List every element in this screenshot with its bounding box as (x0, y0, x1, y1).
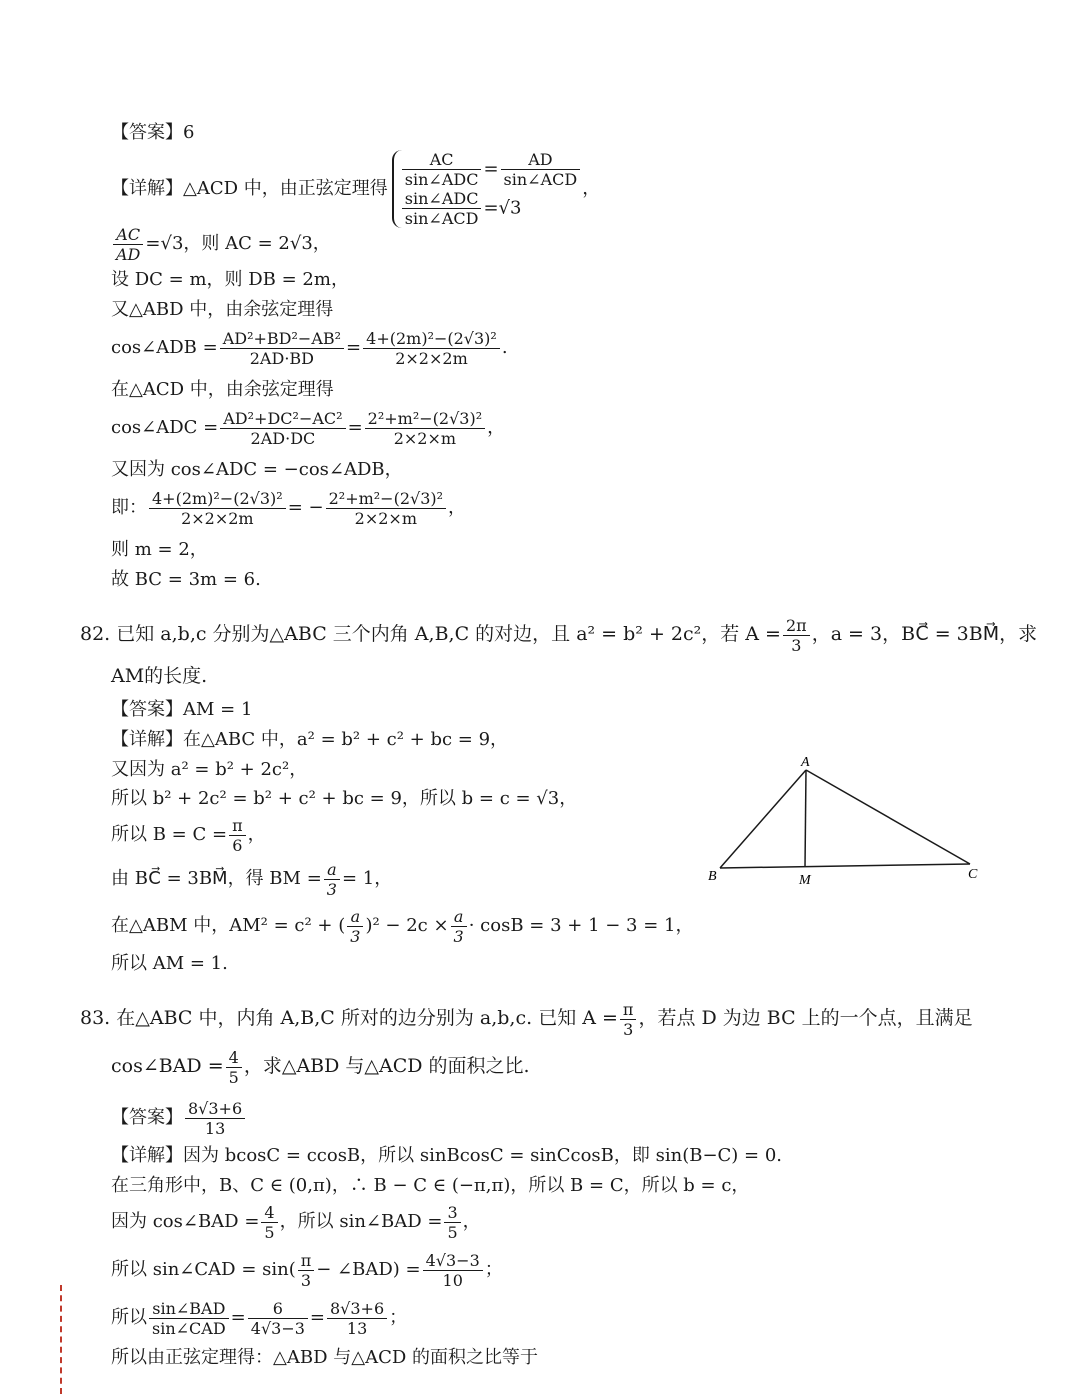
frac-num: AC (113, 225, 143, 245)
frac-den: 2×2×m (393, 428, 457, 448)
q83-detail-1: 【详解】因为 bcosC = ccosB，所以 sinBcosC = sinCcosB，即 sin(B−C) = 0. (111, 1145, 783, 1166)
frac-den: sin∠ADC (404, 170, 479, 189)
text: ，a = 3，BC⃗ = 3BM⃗，求 (811, 623, 1038, 645)
eq-sign: = (483, 158, 499, 180)
text: = 1， (341, 868, 393, 889)
text: 由 BC⃗ = 3BM⃗，得 BM = (111, 868, 322, 889)
frac-den: 2AD·DC (250, 428, 316, 448)
frac-den: 10 (442, 1270, 463, 1290)
text: 83. 在△ABC 中，内角 A,B,C 所对的边分别为 a,b,c. 已知 A = (80, 1007, 618, 1029)
detail-label: 【详解】△ACD 中，由正弦定理得 (111, 178, 388, 199)
frac-num: 8√3+6 (185, 1099, 245, 1119)
eq-sign: = (230, 1307, 246, 1328)
frac-num: a (324, 860, 340, 880)
q82-detail-6 (111, 904, 693, 948)
eq-sign: = (346, 337, 362, 358)
q82-detail-5 (111, 858, 392, 900)
q83-detail-3 (111, 1200, 481, 1244)
side-ac (806, 770, 970, 864)
detail-81-line12: 故 BC = 3m = 6. (111, 569, 261, 590)
frac-den: 2×2×2m (181, 508, 254, 528)
frac-num: sin∠BAD (149, 1299, 229, 1319)
vertex-label-b: B (708, 869, 717, 884)
frac-den: 3 (300, 1270, 312, 1290)
equation-system (392, 150, 582, 228)
frac-den: 5 (447, 1222, 458, 1242)
frac-den: 3 (791, 635, 802, 655)
detail-81-line3 (111, 224, 331, 264)
text: · cosB = 3 + 1 − 3 = 1， (468, 915, 694, 936)
q82-stem-line2: AM的长度. (111, 665, 208, 687)
triangle-figure (700, 750, 1000, 890)
frac-num: 2²+m²−(2√3)² (326, 489, 446, 509)
q83-answer (111, 1096, 247, 1140)
frac-den: 2AD·BD (249, 348, 314, 368)
text: ，求△ABD 与△ACD 的面积之比. (243, 1055, 530, 1077)
text: ； (389, 1307, 408, 1328)
frac-num: AD²+DC²−AC² (220, 409, 345, 429)
frac-num: a (347, 907, 363, 927)
eq-sign: = − (287, 497, 324, 518)
text: cos∠BAD = (111, 1055, 224, 1077)
point-label-m: M (799, 873, 811, 888)
frac-den: 3 (453, 926, 464, 946)
margin-dashed-line (60, 1285, 62, 1394)
text: ，所以 sin∠BAD = (279, 1211, 443, 1232)
vertex-label-c: C (968, 867, 978, 882)
frac-num: 2²+m²−(2√3)² (365, 409, 485, 429)
detail-81-line6 (111, 326, 508, 370)
text: 所以 (111, 1307, 147, 1328)
answer-81: 【答案】6 (111, 122, 195, 143)
frac-den: AD (116, 244, 141, 264)
text: 所以 B = C = (111, 824, 228, 845)
detail-81-line5: 又△ABD 中，由余弦定理得 (111, 299, 334, 320)
text: ， (247, 824, 266, 845)
text: 在△ABM 中，AM² = c² + ( (111, 915, 346, 936)
frac-num: AD²+BD²−AB² (220, 329, 344, 349)
frac-num: π (298, 1251, 315, 1271)
lhs: cos∠ADC = (111, 417, 219, 438)
frac-den: 6 (232, 835, 243, 855)
frac-num: 4 (226, 1048, 242, 1068)
frac-num: AD (501, 150, 581, 170)
text: 因为 cos∠BAD = (111, 1211, 260, 1232)
side-bc (720, 864, 970, 868)
q83-detail-6: 所以由正弦定理得：△ABD 与△ACD 的面积之比等于 (111, 1347, 538, 1368)
frac-den: sin∠CAD (152, 1318, 226, 1338)
frac-num: 6 (248, 1299, 308, 1319)
frac-num: 4√3−3 (423, 1251, 483, 1271)
frac-den: sin∠ACD (503, 170, 578, 189)
q82-stem (80, 612, 1037, 656)
text: ； (484, 1259, 503, 1280)
frac-num: 8√3+6 (327, 1299, 387, 1319)
eq-sign: = (309, 1307, 325, 1328)
q83-detail-5 (111, 1296, 407, 1340)
detail-81-line1 (111, 150, 600, 228)
frac-den: 13 (204, 1118, 226, 1138)
frac-den: 2×2×2m (395, 348, 468, 368)
frac-den: 2×2×m (354, 508, 417, 528)
segment-am (805, 770, 806, 867)
q82-detail-7: 所以 AM = 1. (111, 953, 228, 974)
frac-num: π (229, 816, 246, 836)
q83-detail-4 (111, 1248, 503, 1292)
frac-num: 3 (444, 1203, 460, 1223)
frac-num: a (451, 907, 467, 927)
text: 所以 sin∠CAD = sin( (111, 1259, 296, 1280)
detail-81-line11: 则 m = 2， (111, 539, 208, 560)
frac-den: 5 (228, 1067, 239, 1087)
rhs: =√3 (483, 197, 522, 219)
frac-den: 3 (623, 1019, 634, 1039)
q82-detail-3: 所以 b² + 2c² = b² + c² + bc = 9，所以 b = c = √3， (111, 788, 578, 809)
tail: ， (487, 417, 506, 438)
frac-num: 4 (261, 1203, 277, 1223)
frac-den: 5 (264, 1222, 275, 1242)
frac-num: AC (402, 150, 482, 170)
q83-stem-line2 (111, 1044, 530, 1088)
detail-81-line10 (111, 486, 466, 530)
eq-sign: = (347, 417, 363, 438)
detail-81-line4: 设 DC = m，则 DB = 2m， (111, 269, 349, 290)
side-ab (720, 770, 806, 868)
frac-num: 4+(2m)²−(2√3)² (363, 329, 500, 349)
frac-den: 3 (350, 926, 361, 946)
tail: . (501, 337, 508, 358)
frac-num: π (620, 1000, 637, 1020)
text: − ∠BAD) = (316, 1259, 421, 1280)
frac-den: 4√3−3 (250, 1318, 305, 1338)
q82-detail-2: 又因为 a² = b² + 2c²， (111, 759, 308, 780)
text: ， (462, 1211, 481, 1232)
frac-den: 13 (346, 1318, 368, 1338)
lhs: 即： (111, 497, 147, 518)
answer-label: 【答案】 (111, 1107, 183, 1128)
vertex-label-a: A (801, 755, 810, 770)
q83-detail-2: 在三角形中，B、C ∈ (0,π)，∴ B − C ∈ (−π,π)，所以 B = C，所以 b = c， (111, 1175, 750, 1196)
text: )² − 2c × (365, 915, 449, 936)
frac-den: 3 (326, 879, 337, 899)
tail: ， (448, 497, 467, 518)
frac-num: sin∠ADC (402, 189, 482, 209)
detail-81-line7: 在△ACD 中，由余弦定理得 (111, 379, 334, 400)
q82-answer: 【答案】AM = 1 (111, 699, 253, 720)
detail-81-line8 (111, 406, 505, 450)
frac-num: 4+(2m)²−(2√3)² (149, 489, 286, 509)
frac-den: sin∠ACD (404, 209, 479, 228)
text: 82. 已知 a,b,c 分别为△ABC 三个内角 A,B,C 的对边，且 a² = b² + 2c²，若 A = (80, 623, 781, 645)
q82-detail-4 (111, 814, 266, 856)
q83-stem (80, 996, 973, 1040)
text: ，若点 D 为边 BC 上的一个点，且满足 (638, 1007, 973, 1029)
q82-detail-1: 【详解】在△ABC 中，a² = b² + c² + bc = 9， (111, 729, 509, 750)
detail-81-line9: 又因为 cos∠ADC = −cos∠ADB， (111, 459, 403, 480)
text: =√3，则 AC = 2√3， (145, 233, 331, 254)
lhs: cos∠ADB = (111, 337, 218, 358)
tail: ， (582, 178, 601, 199)
frac-num: 2π (783, 616, 810, 636)
